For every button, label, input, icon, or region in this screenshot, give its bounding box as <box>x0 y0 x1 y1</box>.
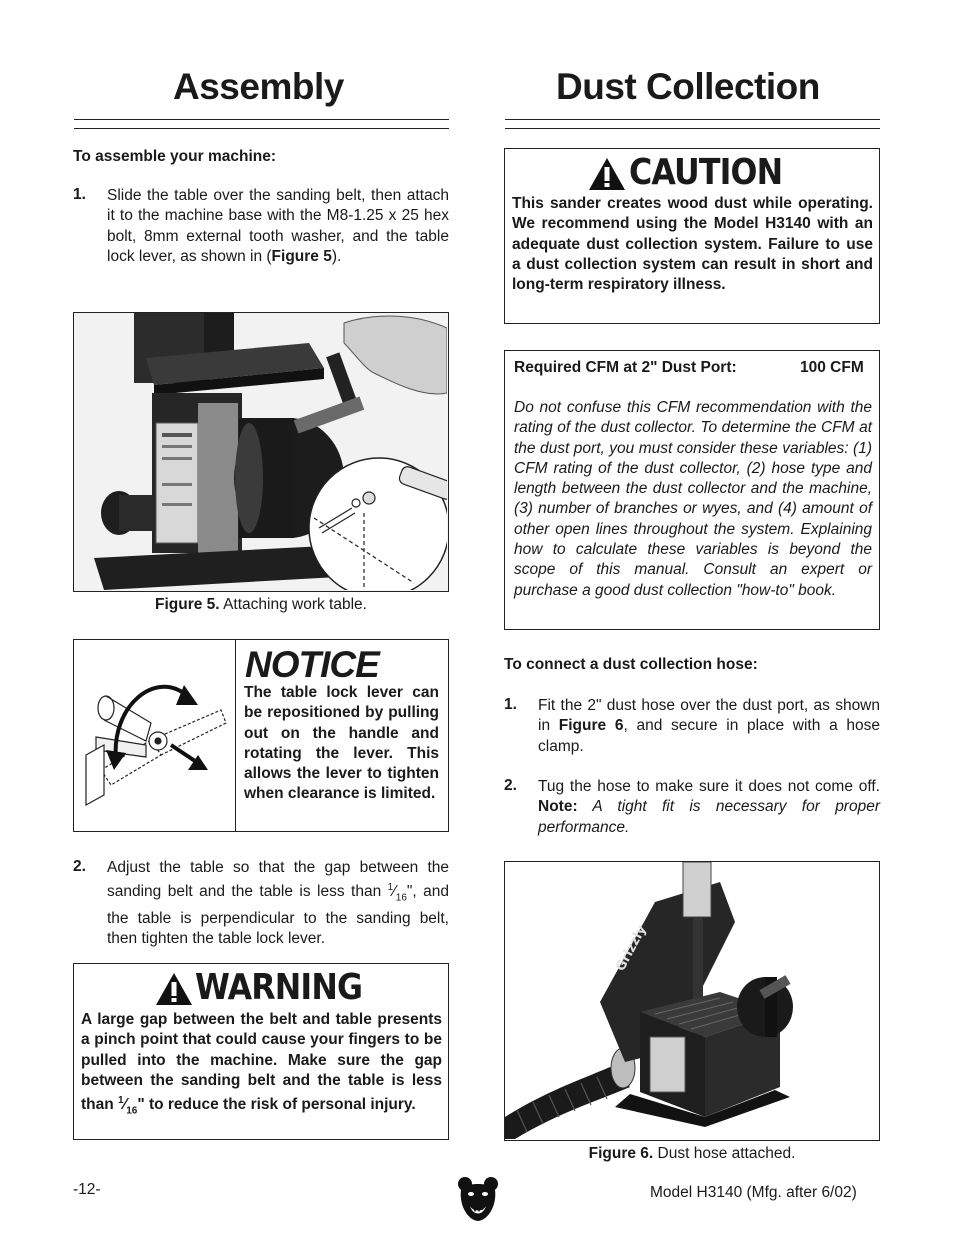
title-rule-bottom-right <box>505 128 880 129</box>
caution-text: This sander creates wood dust while operating. We recommend using the Model H3140 with an adequate dust collection system. Failure to use a dust collection system can result in short and long-term respiratory illness. <box>512 195 873 294</box>
page-title-assembly: Assembly <box>173 66 344 107</box>
assemble-heading: To assemble your machine: <box>73 148 276 165</box>
caution-heading: CAUTION <box>629 152 783 193</box>
cfm-note: Do not confuse this CFM recommendation with the rating of the dust collector. To determine the CFM at the dust port, you must consider these variables: (1) CFM rating of the dust collector, (2) hose type and length between the dust collector and the machine, (3) number of branches or wyes, and (4) amount of other open lines throughout the system. Explaining how to calculate these variables is beyond the scope of this manual. Consult an expert or purchase a good dust collection "how-to" book. <box>514 399 872 599</box>
notice-illustration <box>76 645 232 827</box>
figure5-illustration <box>74 313 447 590</box>
warning-triangle-icon <box>588 157 626 191</box>
figure5-caption: Figure 5. Attaching work table. <box>155 596 367 613</box>
step2-number: 2. <box>73 858 86 875</box>
warning-triangle-icon <box>155 972 193 1006</box>
title-rule-top <box>74 119 449 120</box>
rotate-arrow-icon <box>76 645 232 827</box>
step2-text: Adjust the table so that the gap between the sanding belt and the table is less than $^1⁄_{16}$", and the table is perpendicular to the sanding belt, then tighten the table lock lever. <box>107 859 449 948</box>
cfm-label: Required CFM at 2" Dust Port: <box>514 359 737 376</box>
figure6-frame <box>504 861 880 1141</box>
notice-text: The table lock lever can be repositioned by pulling out on the handle and rotating the lever. This allows the lever to tighten when clearance is limited. <box>244 684 439 803</box>
cfm-value: 100 CFM <box>800 359 864 376</box>
figure5-frame <box>73 312 449 592</box>
dc-step1-number: 1. <box>504 696 517 713</box>
figure5-ref: Figure 5 <box>271 247 332 265</box>
step1-number: 1. <box>73 186 86 203</box>
figure6-ref: Figure 6 <box>558 717 624 735</box>
page-number: -12- <box>73 1181 101 1198</box>
dc-step1-text: Fit the 2" dust hose over the dust port, as shown in Figure 6, and secure in place with a hose clamp. <box>538 697 881 755</box>
figure6-illustration <box>505 862 878 1139</box>
warning-text: A large gap between the belt and table presents a pinch point that could cause your fingers to be pulled into the machine. Make sure the gap between the sanding belt and the table is less than $^1⁄_{16}$" to reduce the risk of personal injury. <box>81 1011 442 1117</box>
grizzly-bear-logo-icon <box>457 1176 499 1222</box>
step1-text: Slide the table over the sanding belt, then attach it to the machine base with the M8-1.25 x 25 hex bolt, 8mm external tooth washer, and the table lock lever, as shown in (Figure 5). <box>107 187 449 265</box>
dc-step2-number: 2. <box>504 777 517 794</box>
model-footer: Model H3140 (Mfg. after 6/02) <box>650 1184 857 1201</box>
warning-heading: WARNING <box>195 967 363 1008</box>
dc-step2-text: Tug the hose to make sure it does not come off. Note: A tight fit is necessary for proper performance. <box>538 778 880 836</box>
figure6-brand: Grizzly <box>613 923 650 974</box>
title-rule-bottom <box>74 128 449 129</box>
notice-heading: NOTICE <box>245 644 379 685</box>
connect-heading: To connect a dust collection hose: <box>504 656 758 673</box>
figure6-caption: Figure 6. Dust hose attached. <box>588 1145 796 1162</box>
title-rule-top-right <box>505 119 880 120</box>
page-title-dust-collection: Dust Collection <box>556 66 820 107</box>
notice-divider <box>235 640 236 831</box>
